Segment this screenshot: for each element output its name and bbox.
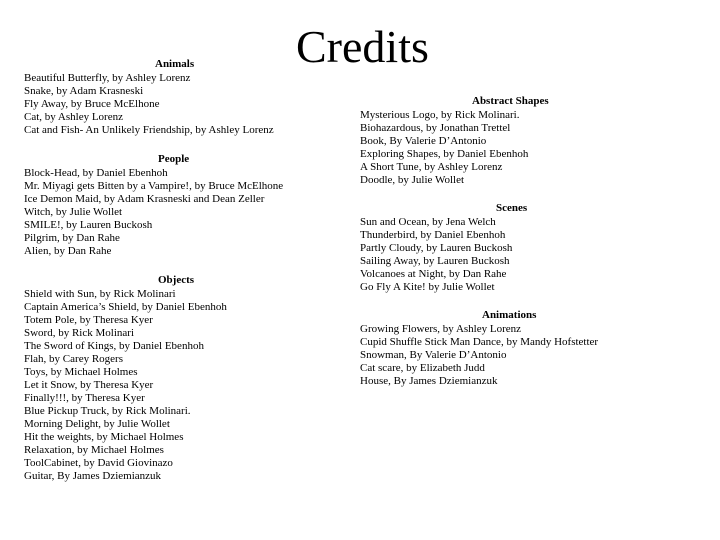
credit-item: Shield with Sun, by Rick Molinari [24, 288, 176, 300]
credit-item: Exploring Shapes, by Daniel Ebenhoh [360, 148, 529, 160]
credit-item: Ice Demon Maid, by Adam Krasneski and Dean Zeller [24, 193, 265, 205]
credit-item: Growing Flowers, by Ashley Lorenz [360, 323, 522, 335]
credit-item: Biohazardous, by Jonathan Trettel [360, 122, 511, 134]
credit-item: House, By James Dziemianzuk [360, 375, 498, 387]
section-objects [24, 274, 344, 483]
credit-item: Snowman, By Valerie D’Antonio [360, 349, 507, 361]
credit-item: Morning Delight, by Julie Wollet [24, 418, 170, 430]
section-animations [360, 309, 690, 388]
right-column [360, 95, 690, 388]
credit-item: ToolCabinet, by David Giovinazo [24, 457, 173, 469]
section-heading: Animations [482, 309, 537, 321]
credit-item: Doodle, by Julie Wollet [360, 174, 465, 186]
credit-item: Guitar, By James Dziemianzuk [24, 470, 162, 482]
section-scenes [360, 202, 690, 294]
credit-item: Finally!!!, by Theresa Kyer [24, 392, 145, 404]
credit-item: Blue Pickup Truck, by Rick Molinari. [24, 405, 191, 417]
credit-item: Sun and Ocean, by Jena Welch [360, 216, 496, 228]
credit-item: Totem Pole, by Theresa Kyer [24, 314, 153, 326]
credit-item: Mysterious Logo, by Rick Molinari. [360, 109, 520, 121]
credit-item: A Short Tune, by Ashley Lorenz [360, 161, 503, 173]
credit-item: Let it Snow, by Theresa Kyer [24, 379, 154, 391]
section-abstract-shapes [360, 95, 690, 187]
credit-item: Captain America’s Shield, by Daniel Ebenhoh [24, 301, 227, 313]
credit-item: Cat and Fish- An Unlikely Friendship, by Ashley Lorenz [24, 124, 274, 136]
credit-item: Sword, by Rick Molinari [24, 327, 134, 339]
credit-item: Fly Away, by Bruce McElhone [24, 98, 160, 110]
credit-item: Pilgrim, by Dan Rahe [24, 232, 120, 244]
credit-item: Beautiful Butterfly, by Ashley Lorenz [24, 72, 191, 84]
left-column [24, 58, 344, 483]
section-people [24, 153, 344, 258]
credit-item: Toys, by Michael Holmes [24, 366, 138, 378]
credit-item: Witch, by Julie Wollet [24, 206, 123, 218]
credit-item: Partly Cloudy, by Lauren Buckosh [360, 242, 513, 254]
section-heading: Scenes [496, 202, 528, 214]
credit-item: Go Fly A Kite! by Julie Wollet [360, 281, 495, 293]
credit-item: Cat, by Ashley Lorenz [24, 111, 123, 123]
credit-item: Book, By Valerie D’Antonio [360, 135, 487, 147]
credit-item: Snake, by Adam Krasneski [24, 85, 144, 97]
credit-item: Volcanoes at Night, by Dan Rahe [360, 268, 507, 280]
credit-item: The Sword of Kings, by Daniel Ebenhoh [24, 340, 204, 352]
section-heading: Objects [158, 274, 195, 286]
credit-item: Cat scare, by Elizabeth Judd [360, 362, 485, 374]
credit-item: Alien, by Dan Rahe [24, 245, 112, 257]
section-heading: Animals [155, 58, 195, 70]
credit-item: Block-Head, by Daniel Ebenhoh [24, 167, 168, 179]
credit-item: Hit the weights, by Michael Holmes [24, 431, 184, 443]
section-heading: People [158, 153, 190, 165]
credit-item: SMILE!, by Lauren Buckosh [24, 219, 153, 231]
page-title: Credits [296, 21, 429, 72]
credit-item: Flah, by Carey Rogers [24, 353, 123, 365]
credit-item: Relaxation, by Michael Holmes [24, 444, 164, 456]
credit-item: Thunderbird, by Daniel Ebenhoh [360, 229, 506, 241]
section-animals [24, 58, 344, 137]
credit-item: Cupid Shuffle Stick Man Dance, by Mandy Hofstetter [360, 336, 599, 348]
credit-item: Mr. Miyagi gets Bitten by a Vampire!, by Bruce McElhone [24, 180, 284, 192]
credit-item: Sailing Away, by Lauren Buckosh [360, 255, 510, 267]
section-heading: Abstract Shapes [472, 95, 549, 107]
